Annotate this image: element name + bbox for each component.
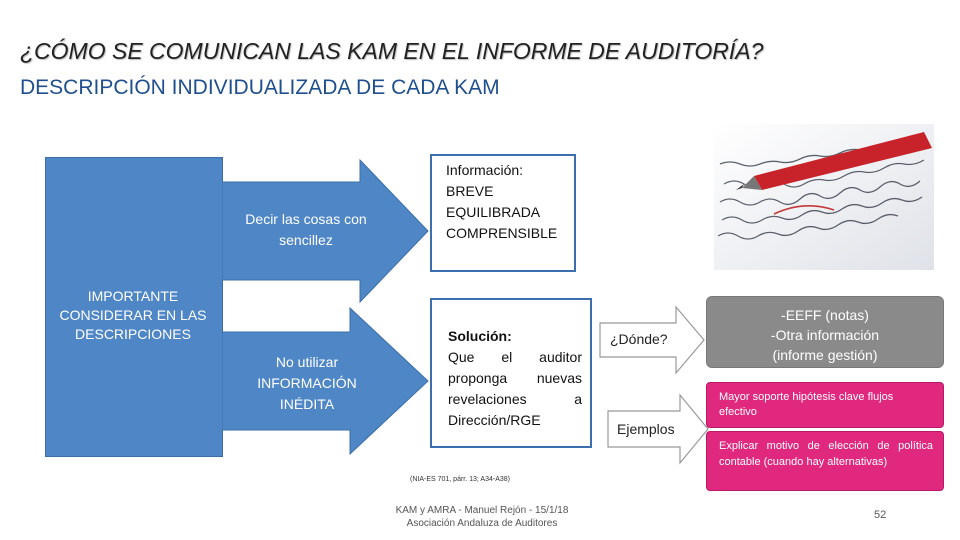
- reference-text: (NIA-ES 701, párr. 13; A34-A38): [410, 476, 510, 483]
- important-box-text: IMPORTANTE CONSIDERAR EN LAS DESCRIPCIONES: [59, 288, 207, 342]
- solution-label: Solución:: [448, 328, 512, 344]
- pen-photo: [714, 124, 934, 270]
- arrow-text-no-unpublished: No utilizar INFORMACIÓN INÉDITA: [257, 354, 357, 412]
- footer-line-2: Asociación Andaluza de Auditores: [406, 518, 558, 529]
- where-line-1: -EEFF (notas): [781, 307, 869, 323]
- where-label: ¿Dónde?: [610, 331, 668, 347]
- pen-on-handwriting-icon: [714, 124, 934, 270]
- info-line-3: EQUILIBRADA: [446, 204, 541, 220]
- where-line-2: -Otra información: [770, 327, 880, 343]
- footer: [370, 504, 594, 530]
- arrow-text-simplicity: Decir las cosas con sencillez: [245, 211, 367, 248]
- info-line-2: BREVE: [446, 183, 494, 199]
- info-line-4: COMPRENSIBLE: [446, 225, 558, 241]
- example-box-1: [706, 382, 944, 428]
- solution-text: Que el auditor proponga nuevas revelaciones a Dirección/RGE: [448, 349, 582, 428]
- page-number: 52: [874, 509, 887, 521]
- page-title: ¿CÓMO SE COMUNICAN LAS KAM EN EL INFORME DE AUDITORÍA?: [20, 38, 764, 64]
- where-box: [706, 296, 944, 368]
- where-line-3: (informe gestión): [772, 347, 878, 363]
- solution-box: [430, 298, 592, 448]
- page-subtitle: DESCRIPCIÓN INDIVIDUALIZADA DE CADA KAM: [20, 76, 500, 99]
- example-text-1: Mayor soporte hipótesis clave flujos efectivo: [719, 391, 894, 418]
- examples-label: Ejemplos: [617, 421, 675, 437]
- example-box-2: [706, 431, 944, 491]
- info-box: [430, 154, 576, 272]
- info-line-1: Información:: [446, 162, 524, 178]
- footer-line-1: KAM y AMRA - Manuel Rejón - 15/1/18: [395, 505, 569, 516]
- example-text-2: Explicar motivo de elección de política contable (cuando hay alternativas): [719, 440, 933, 468]
